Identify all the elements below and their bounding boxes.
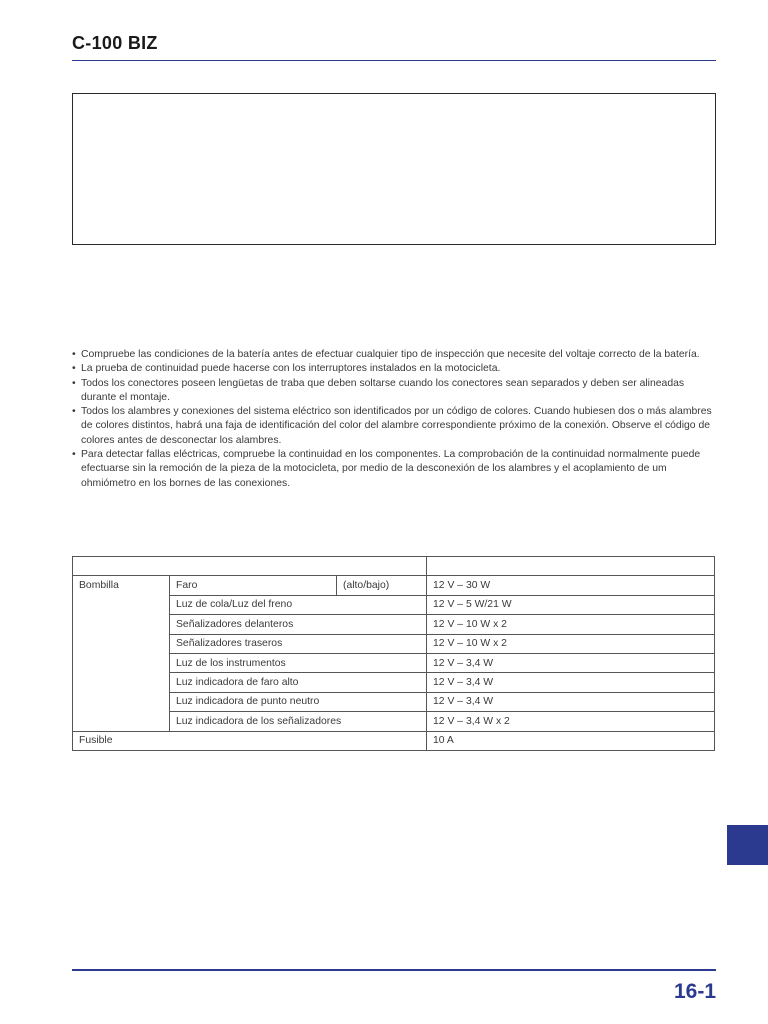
- bullet-item: • Todos los conectores poseen lengüetas de traba que deben soltarse cuando los conectores sean separados y deben ser alineadas durante el montaje.: [72, 377, 717, 406]
- page-number: 16-1: [673, 980, 716, 1003]
- item-cell: Señalizadores delanteros: [170, 615, 427, 634]
- item-cell: Luz indicadora de los señalizadores: [170, 712, 427, 731]
- item-cell: Señalizadores traseros: [170, 634, 427, 653]
- table-header-cell: [427, 557, 715, 576]
- spec-cell: 12 V – 3,4 W: [427, 653, 715, 672]
- table-row: [73, 673, 715, 692]
- spec-cell: 12 V – 10 W x 2: [427, 634, 715, 653]
- note-cell: (alto/bajo): [337, 576, 427, 595]
- spec-cell: 12 V – 10 W x 2: [427, 615, 715, 634]
- spec-cell: 12 V – 3,4 W: [427, 692, 715, 711]
- bullet-list: [72, 348, 717, 491]
- table-row: [73, 634, 715, 653]
- bullet-item: • Compruebe las condiciones de la batería antes de efectuar cualquier tipo de inspección que necesite del voltaje correcto de la batería.: [72, 348, 717, 362]
- group-cell: [73, 692, 170, 711]
- group-cell: [73, 673, 170, 692]
- group-cell: [73, 634, 170, 653]
- table-row: [73, 731, 715, 750]
- table-header-cell: [73, 557, 427, 576]
- spec-cell: 10 A: [427, 731, 715, 750]
- spec-cell: 12 V – 3,4 W: [427, 673, 715, 692]
- item-cell: Luz indicadora de punto neutro: [170, 692, 427, 711]
- spec-cell: 12 V – 3,4 W x 2: [427, 712, 715, 731]
- table-row: [73, 653, 715, 672]
- group-cell: [73, 595, 170, 614]
- table-row: [73, 595, 715, 614]
- bullet-item: • Todos los alambres y conexiones del sistema eléctrico son identificados por un código de colores. Cuando hubiesen dos o más alambres de colores distintos, habrá una faja de identificación del color del alambre correspondiente próximo de la conexión. Observe el código de colores antes de desconectar los alambres.: [72, 405, 717, 448]
- section-tab: [727, 825, 768, 865]
- spec-cell: 12 V – 30 W: [427, 576, 715, 595]
- bullet-item: • Para detectar fallas eléctricas, compruebe la continuidad en los componentes. La comprobación de la continuidad normalmente puede efectuarse sin la remoción de la pieza de la motocicleta, por medio de la desconexión de los alambres y el acoplamiento de um ohmiómetro en los bornes de las conexiones.: [72, 448, 717, 491]
- header-rule: [72, 60, 716, 61]
- item-cell: Luz de cola/Luz del freno: [170, 595, 427, 614]
- bullet-item: • La prueba de continuidad puede hacerse con los interruptores instalados en la motocicleta.: [72, 362, 717, 376]
- footer-rule: [72, 969, 716, 971]
- table-row: [73, 712, 715, 731]
- table-row: [73, 615, 715, 634]
- item-cell: Luz indicadora de faro alto: [170, 673, 427, 692]
- table-row: [73, 692, 715, 711]
- group-cell: [73, 712, 170, 731]
- group-cell: [73, 653, 170, 672]
- note-box: [72, 93, 716, 245]
- group-cell: Fusible: [73, 731, 427, 750]
- spec-cell: 12 V – 5 W/21 W: [427, 595, 715, 614]
- item-cell: Luz de los instrumentos: [170, 653, 427, 672]
- table-header-row: [73, 557, 715, 576]
- item-cell: Faro: [170, 576, 337, 595]
- page-title: C-100 BIZ: [72, 33, 158, 53]
- group-cell: Bombilla: [73, 576, 170, 595]
- table-row: [73, 576, 715, 595]
- group-cell: [73, 615, 170, 634]
- specifications-table: [72, 556, 715, 751]
